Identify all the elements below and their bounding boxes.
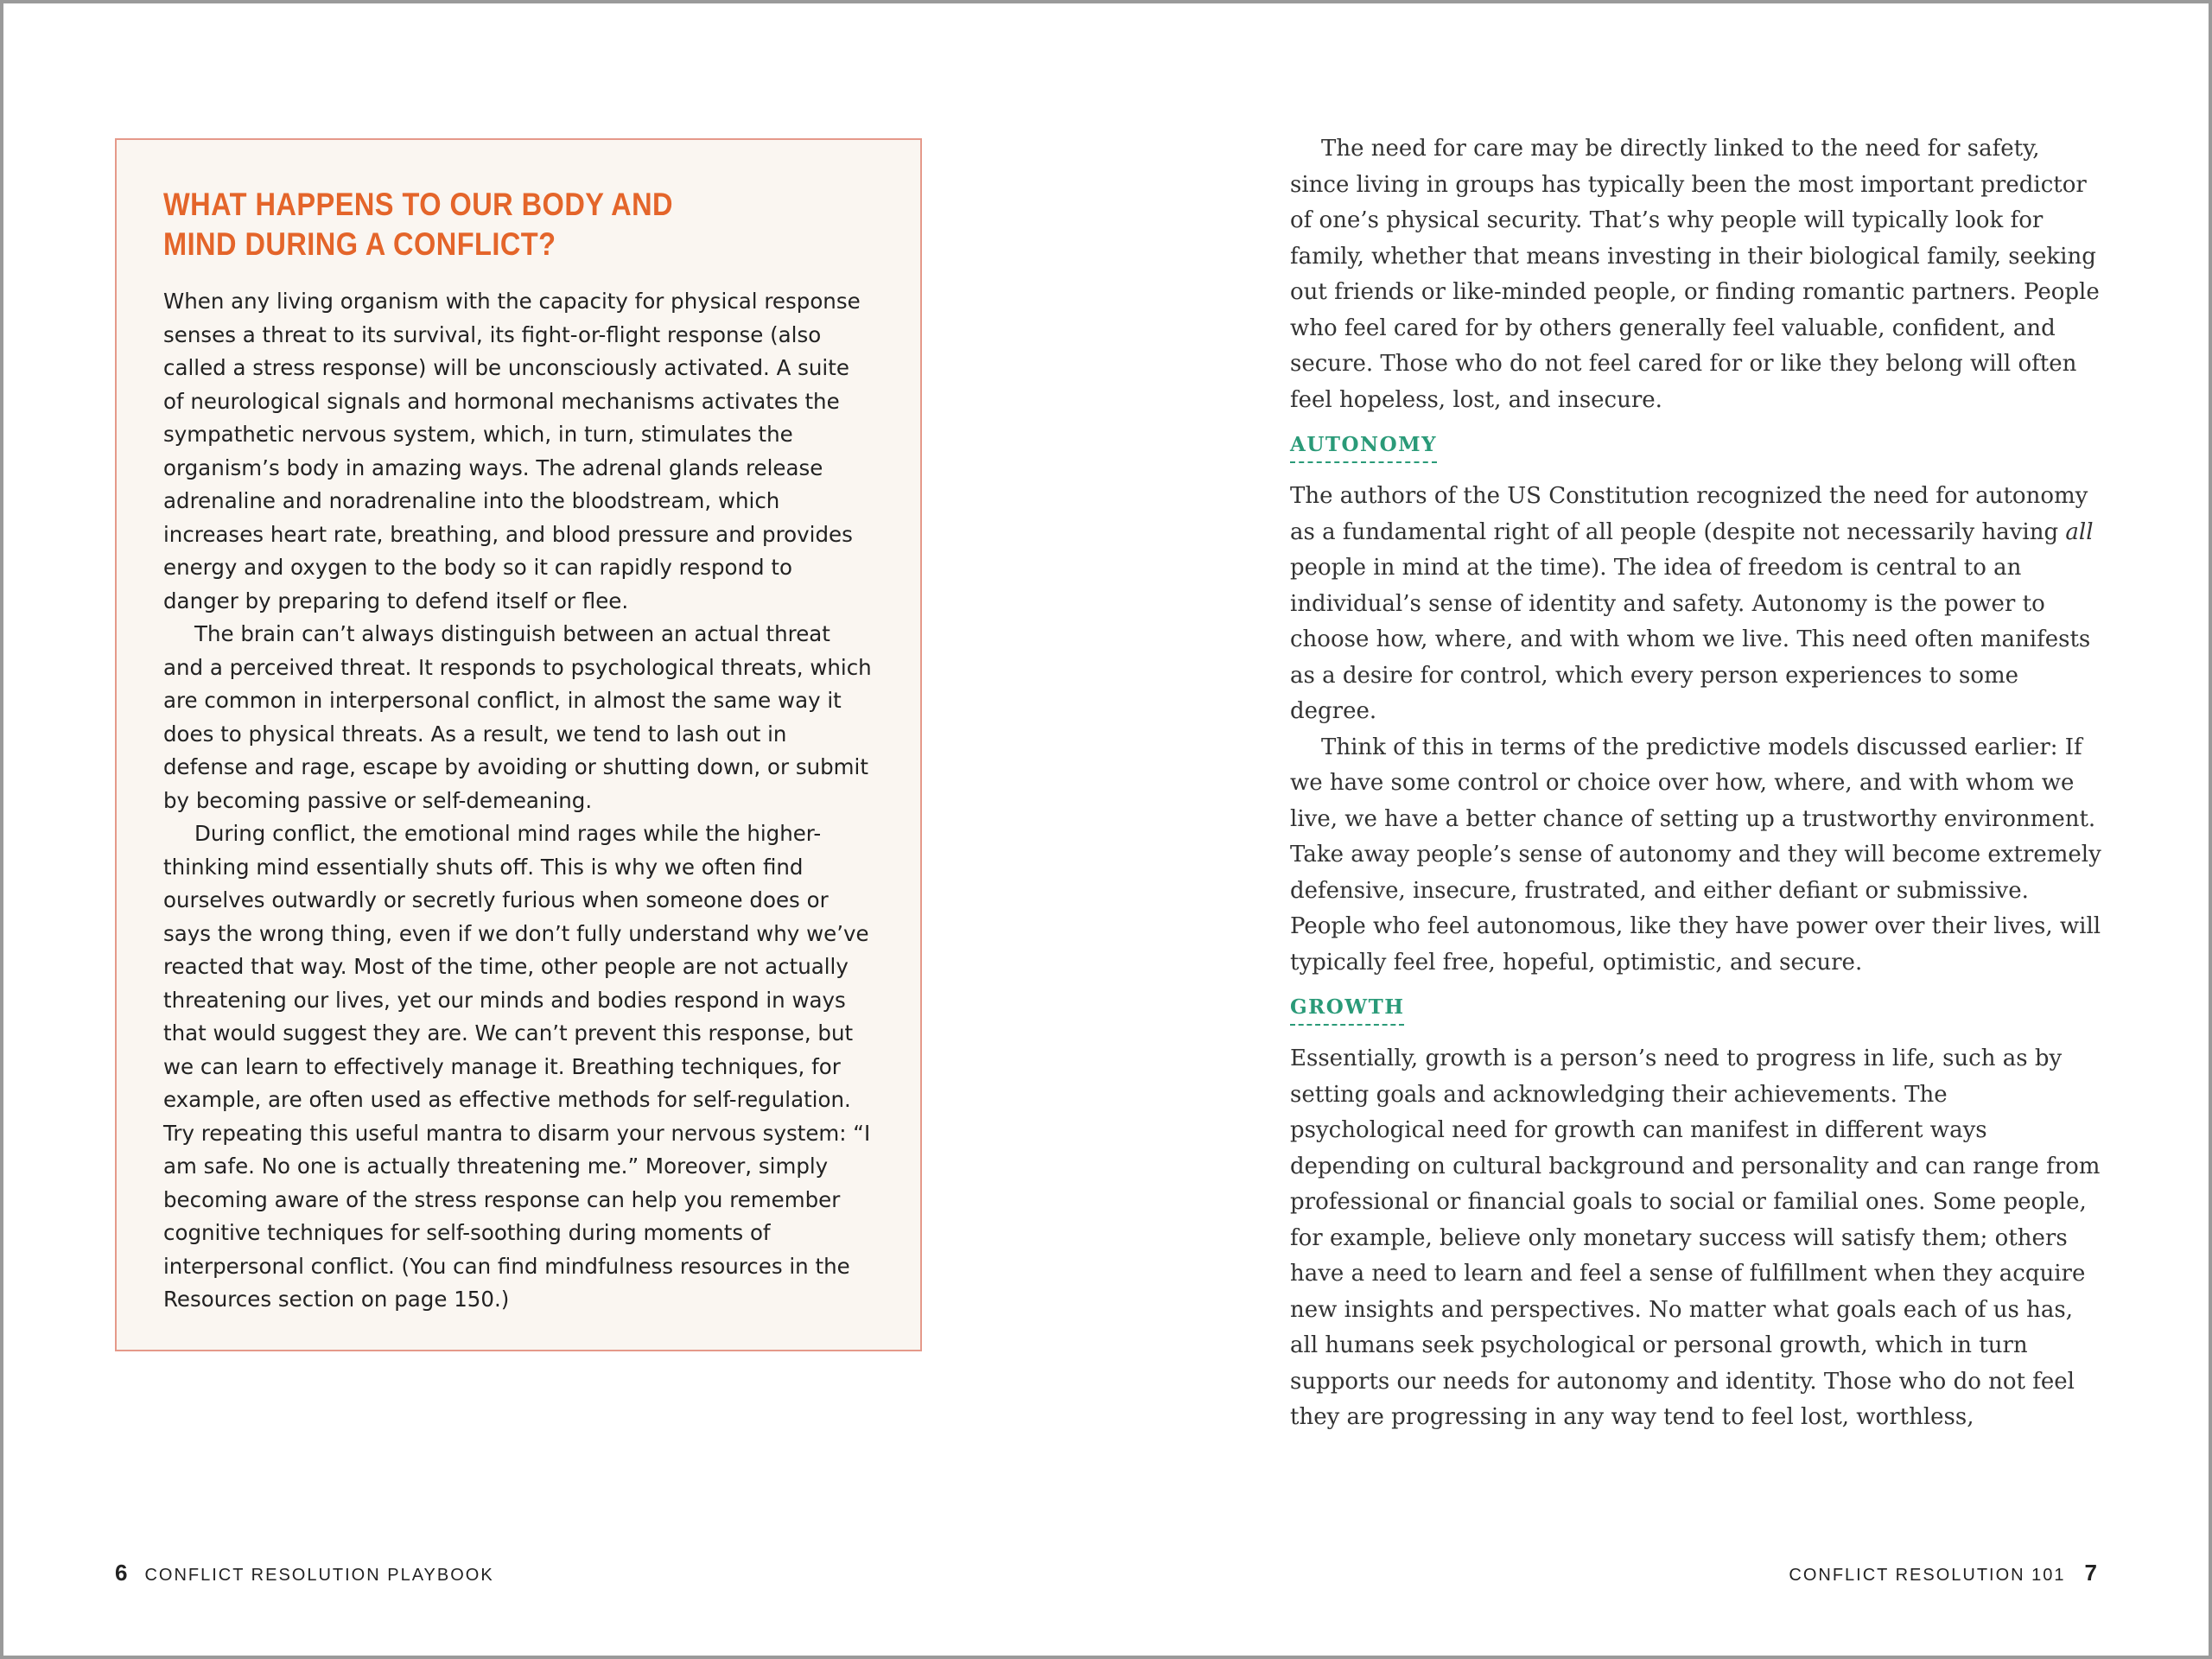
sidebar-box [115,138,922,1351]
sidebar-title-line-2: MIND DURING A CONFLICT? [163,226,556,262]
sidebar-paragraph-3: During conflict, the emotional mind rages while the higher-thinking mind essentially shuts off. This is why we often find ourselves outwardly or secretly furious when someone does or says the wrong thing, even if we don’t fully understand why we’ve reacted that way. Most of the time, other people are not actually threatening our lives, yet our minds and bodies respond in ways that would suggest they are. We can’t prevent this response, but we can learn to effectively manage it. Breathing techniques, for example, are often used as effective methods for self-regulation. Try repeating this useful mantra to disarm your nervous system: “I am safe. No one is actually threatening me.” Moreover, simply becoming aware of the stress response can help you remember cognitive techniques for self-soothing during moments of interpersonal conflict. (You can find mindfulness resources in the Resources section on page 150.) [163,821,871,1312]
sidebar-paragraph-1: When any living organism with the capacity for physical response senses a threat to its survival, its fight-or-flight response (also called a stress response) will be unconsciously activated. A suite of neurological signals and hormonal mechanisms activates the sympathetic nervous system, which, in turn, stimulates the organism’s body in amazing ways. The adrenal glands release adrenaline and noradrenaline into the bloodstream, which increases heart rate, breathing, and blood pressure and provides energy and oxygen to the body so it can rapidly respond to danger by preparing to defend itself or flee. [163,289,861,613]
autonomy-paragraph-2: Think of this in terms of the predictive models discussed earlier: If we have some control or choice over how, where, and with whom we live, we have a better chance of setting up a trustworthy environment. Take away people’s sense of autonomy and they will become extremely defensive, insecure, frustrated, and either defiant or submissive. People who feel autonomous, like they have power over their lives, will typically feel free, hopeful, optimistic, and secure. [1290,734,2101,976]
autonomy-text-b: people in mind at the time). The idea of freedom is central to an individual’s sense of identity and safety. Autonomy is the power to choose how, where, and with whom we live. This need often manifests as a desire for control, which every person experiences to some degree. [1290,555,2091,724]
growth-heading: GROWTH [1290,995,1404,1026]
autonomy-emphasis: all [2065,518,2094,545]
right-running-title: CONFLICT RESOLUTION 101 [1789,1566,2066,1585]
sidebar-title-line-1: WHAT HAPPENS TO OUR BODY AND [163,187,673,222]
left-footer [115,1560,494,1586]
autonomy-paragraph-1 [1290,479,2102,730]
sidebar-paragraph-2: The brain can’t always distinguish between an actual threat and a perceived threat. It responds to psychological threats, which are common in interpersonal conflict, in almost the same way it does to physical threats. As a result, we tend to lash out in defense and rage, escape by avoiding or shutting down, or submit by becoming passive or self-demeaning. [163,621,872,813]
autonomy-text-a: The authors of the US Constitution recognized the need for autonomy as a fundamental right of all people (despite not necessarily having [1290,483,2088,545]
right-footer [1789,1560,2097,1586]
autonomy-heading-wrap [1290,418,2102,479]
sidebar-title [163,185,696,264]
care-paragraph: The need for care may be directly linked to the need for safety, since living in groups has typically been the most important predictor of one’s physical security. That’s why people will typically look for family, whether that means investing in their biological family, seeking out friends or like-minded people, or finding romantic partners. People who feel cared for by others generally feel valuable, confident, and secure. Those who do not feel cared for or like they belong will often feel hopeless, lost, and insecure. [1290,136,2100,413]
left-page-number: 6 [115,1560,128,1586]
autonomy-heading: AUTONOMY [1290,432,1437,463]
growth-paragraph-1: Essentially, growth is a person’s need to progress in life, such as by setting goals and acknowledging their achievements. The psychological need for growth can manifest in different ways depending on cultural background and personality and can range from professional or financial goals to social or familial ones. Some people, for example, believe only monetary success will satisfy them; others have a need to learn and feel a sense of fulfillment when they acquire new insights and perspectives. No matter what goals each of us has, all humans seek psychological or personal growth, which in turn supports our needs for autonomy and identity. Those who do not feel they are progressing in any way tend to feel lost, worthless, [1290,1046,2101,1430]
right-page-number: 7 [2084,1560,2097,1586]
growth-heading-wrap [1290,981,2102,1041]
main-column [1290,131,2102,1436]
left-running-title: CONFLICT RESOLUTION PLAYBOOK [144,1566,494,1585]
